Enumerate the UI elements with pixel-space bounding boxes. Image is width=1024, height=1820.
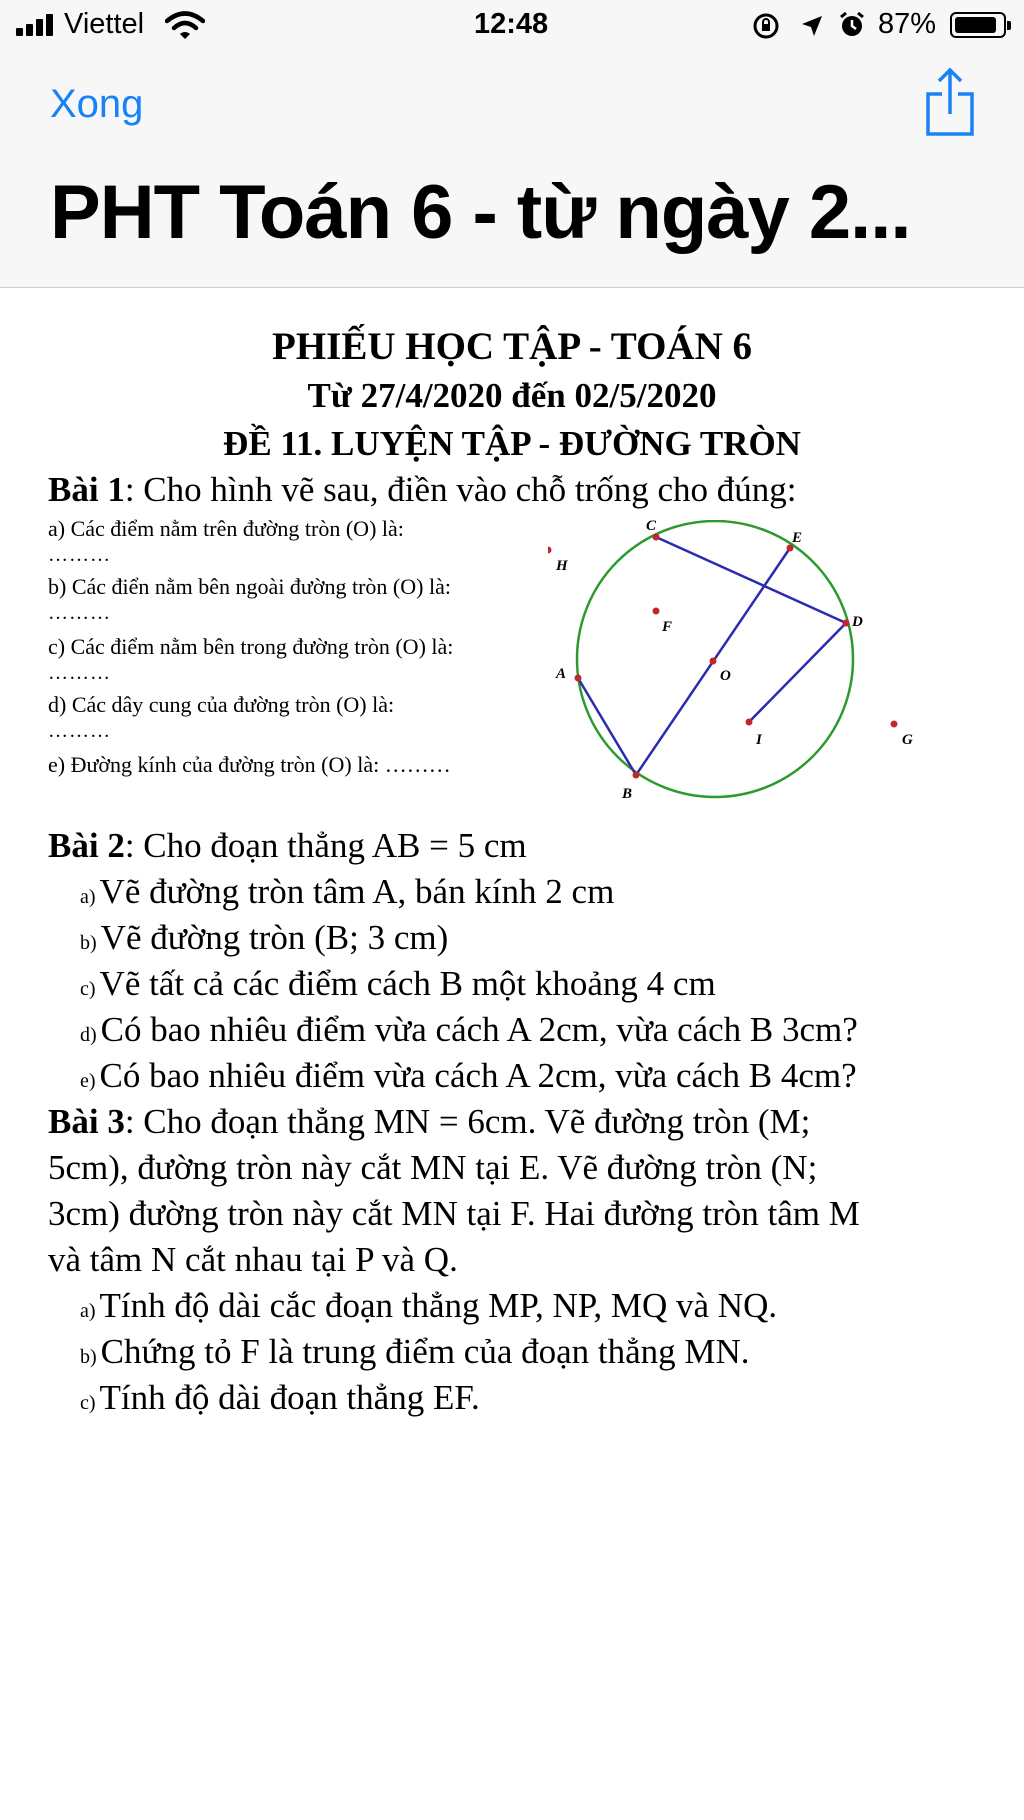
point-h bbox=[548, 547, 552, 554]
bai3-text-line-4: và tâm N cắt nhau tại P và Q. bbox=[48, 1240, 458, 1279]
bai2-item-a: a) Vẽ đường tròn tâm A, bán kính 2 cm bbox=[80, 872, 615, 911]
blank-dots: ……… bbox=[48, 602, 111, 624]
point-c bbox=[653, 534, 660, 541]
bai3-heading bbox=[48, 1102, 810, 1142]
location-icon bbox=[800, 14, 824, 38]
bai1-heading bbox=[48, 470, 797, 510]
battery-icon bbox=[950, 12, 1006, 38]
bai1-text: : Cho hình vẽ sau, điền vào chỗ trống cho đúng: bbox=[124, 470, 797, 509]
label-a: A bbox=[556, 666, 567, 682]
point-i bbox=[746, 719, 753, 726]
bai1-item-a: a) Các điểm nằm trên đường tròn (O) là: bbox=[48, 516, 404, 541]
bai3-item-b: b) Chứng tỏ F là trung điểm của đoạn thẳng MN. bbox=[80, 1332, 750, 1371]
point-a bbox=[575, 675, 582, 682]
subject-heading: ĐỀ 11. LUYỆN TẬP - ĐƯỜNG TRÒN bbox=[223, 424, 801, 463]
document-title: PHT Toán 6 - từ ngày 2... bbox=[50, 170, 911, 255]
bai2-item-c: c) Vẽ tất cả các điểm cách B một khoảng 4 cm bbox=[80, 964, 716, 1003]
bai1-item-b: b) Các điển nằm bên ngoài đường tròn (O) là: bbox=[48, 574, 451, 599]
circle-figure bbox=[548, 520, 928, 820]
bai1-item-c: c) Các điểm nằm bên trong đường tròn (O) là: bbox=[48, 634, 454, 659]
clock: 12:48 bbox=[474, 8, 549, 40]
wifi-icon bbox=[165, 10, 205, 40]
bai3-text-line-1: : Cho đoạn thẳng MN = 6cm. Vẽ đường tròn (M; bbox=[124, 1102, 811, 1141]
chord-di bbox=[749, 623, 846, 722]
chord-cd bbox=[656, 537, 846, 623]
worksheet-heading: PHIẾU HỌC TẬP - TOÁN 6 bbox=[272, 325, 752, 368]
date-range: Từ 27/4/2020 đến 02/5/2020 bbox=[307, 376, 717, 415]
bai2-label: Bài 2 bbox=[48, 826, 125, 865]
point-b bbox=[633, 772, 640, 779]
bai3-item-c: c) Tính độ dài đoạn thẳng EF. bbox=[80, 1378, 480, 1417]
bai3-text-line-2: 5cm), đường tròn này cắt MN tại E. Vẽ đường tròn (N; bbox=[48, 1148, 818, 1187]
blank-dots: ……… bbox=[48, 544, 111, 566]
status-bar bbox=[0, 0, 1024, 52]
bai1-label: Bài 1 bbox=[48, 470, 125, 509]
bai1-item-d: d) Các dây cung của đường tròn (O) là: bbox=[48, 692, 395, 717]
battery-percent: 87% bbox=[878, 8, 937, 40]
label-i: I bbox=[756, 732, 762, 748]
bai2-item-d: d) Có bao nhiêu điểm vừa cách A 2cm, vừa cách B 3cm? bbox=[80, 1010, 858, 1049]
blank-dots: ……… bbox=[48, 662, 111, 684]
bai3-item-a: a) Tính độ dài cắc đoạn thẳng MP, NP, MQ và NQ. bbox=[80, 1286, 778, 1325]
point-g bbox=[891, 721, 898, 728]
label-h: H bbox=[556, 558, 568, 574]
bai2-heading bbox=[48, 826, 527, 866]
label-f: F bbox=[662, 619, 673, 635]
bai2-item-e: e) Có bao nhiêu điểm vừa cách A 2cm, vừa cách B 4cm? bbox=[80, 1056, 857, 1095]
point-d bbox=[843, 620, 850, 627]
blank-dots: ……… bbox=[48, 720, 111, 742]
alarm-icon bbox=[838, 10, 866, 40]
share-icon[interactable] bbox=[922, 66, 978, 138]
bai3-label: Bài 3 bbox=[48, 1102, 125, 1141]
carrier-name: Viettel bbox=[64, 8, 145, 40]
bai3-text-line-3: 3cm) đường tròn này cắt MN tại F. Hai đường tròn tâm M bbox=[48, 1194, 860, 1233]
chord-ab bbox=[578, 678, 636, 775]
label-e: E bbox=[792, 530, 803, 546]
label-d: D bbox=[852, 614, 863, 630]
bai2-text: : Cho đoạn thẳng AB = 5 cm bbox=[124, 826, 527, 865]
bai1-item-e: e) Đường kính của đường tròn (O) là: ……… bbox=[48, 752, 451, 777]
point-f bbox=[653, 608, 660, 615]
done-button[interactable]: Xong bbox=[50, 82, 144, 126]
rotation-lock-icon bbox=[752, 12, 782, 40]
document-page bbox=[0, 288, 1024, 1820]
label-o: O bbox=[720, 668, 731, 684]
bai2-item-b: b) Vẽ đường tròn (B; 3 cm) bbox=[80, 918, 449, 957]
label-b: B bbox=[622, 786, 633, 802]
label-c: C bbox=[646, 520, 657, 534]
navigation-bar bbox=[0, 52, 1024, 288]
signal-icon bbox=[16, 14, 56, 36]
label-g: G bbox=[902, 732, 913, 748]
point-o bbox=[710, 658, 717, 665]
